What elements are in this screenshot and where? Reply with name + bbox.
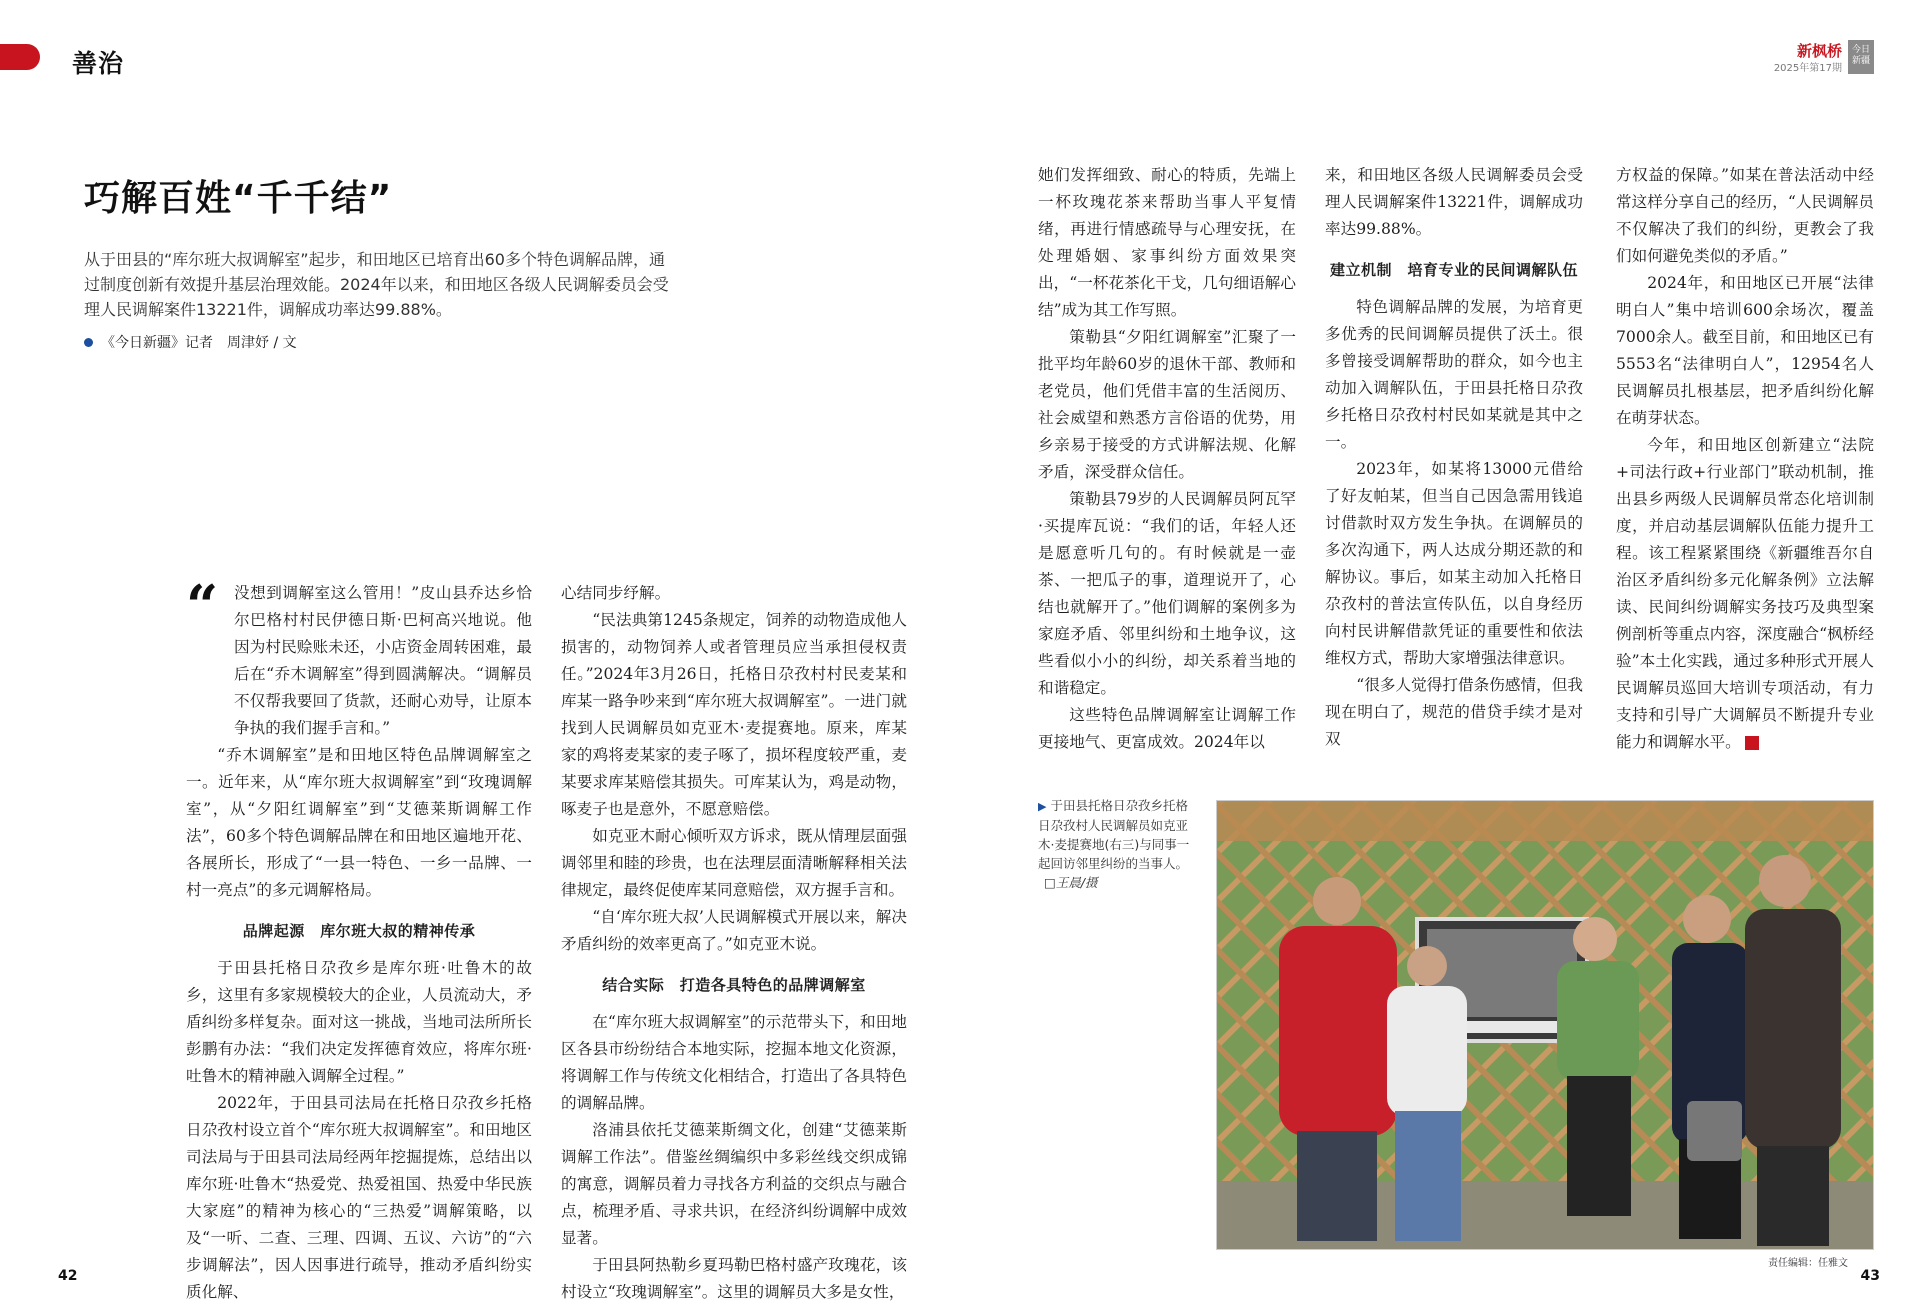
photo-caption [1038, 796, 1198, 892]
open-quote-icon: “ [186, 573, 219, 639]
article-photo [1216, 800, 1874, 1250]
paragraph: 如克亚木耐心倾听双方诉求，既从情理层面强调邻里和睦的珍贵，也在法理层面清晰解释相关法律规定，最终促使库某同意赔偿，双方握手言和。 [561, 827, 907, 899]
page-number-left: 42 [58, 1268, 78, 1284]
caption-text: 于田县托格日尕孜乡托格日尕孜村人民调解员如克亚木·麦提赛地(右三)与同事一起回访邻里纠纷的当事人。 [1038, 798, 1190, 871]
paragraph: 策勒县79岁的人民调解员阿瓦罕·买提库瓦说：“我们的话，年轻人还是愿意听几句的。有时候就是一壶茶、一把瓜子的事，道理说开了，心结也就解开了。”他们调解的案例多为家庭矛盾、邻里纠纷和土地争议，这些看似小小的纠纷，却关系着当地的和谐稳定。 [1038, 490, 1296, 697]
article-byline [84, 332, 297, 352]
paragraph: 于田县阿热勒乡夏玛勒巴格村盛产玫瑰花，该村设立“玫瑰调解室”。这里的调解员大多是女性， [561, 1256, 907, 1301]
paragraph: “乔木调解室”是和田地区特色品牌调解室之一。近年来，从“库尔班大叔调解室”到“玫瑰调解室”，从“夕阳红调解室”到“艾德莱斯调解工作法”，60多个特色调解品牌在和田地区遍地开花、各展所长，形成了“一县一特色、一乡一品牌、一村一亮点”的多元调解格局。 [186, 746, 532, 899]
paragraph: 特色调解品牌的发展，为培育更多优秀的民间调解员提供了沃土。很多曾接受调解帮助的群众，如今也主动加入调解队伍，于田县托格日尕孜乡托格日尕孜村村民如某就是其中之一。 [1325, 298, 1583, 451]
brand-issue: 2025年第17期 [1773, 63, 1842, 74]
brand-name: 新枫桥 [1796, 42, 1842, 60]
paragraph: 她们发挥细致、耐心的特质，先端上一杯玫瑰花茶来帮助当事人平复情绪，再进行情感疏导与心理安抚，在处理婚姻、家事纠纷方面效果突出，“一杯花茶化干戈，几句细语解心结”成为其工作写照。 [1038, 166, 1296, 319]
photo-credit: □王晨/摄 [1044, 875, 1098, 890]
photo-illustration [1217, 801, 1874, 1250]
paragraph-text: 今年，和田地区创新建立“法院+司法行政+行业部门”联动机制，推出县乡两级人民调解员常态化培训制度，并启动基层调解队伍能力提升工程。该工程紧紧围绕《新疆维吾尔自治区矛盾纠纷多元化解条例》立法解读、民间纠纷调解实务技巧及典型案例剖析等重点内容，深度融合“枫桥经验”本土化实践，通过多种形式开展人民调解员巡回大培训专项活动，有力支持和引导广大调解员不断提升专业能力和调解水平。 [1616, 436, 1874, 751]
paragraph: “很多人觉得打借条伤感情，但我现在明白了，规范的借贷手续才是对双 [1325, 676, 1583, 748]
page-number-right: 43 [1860, 1268, 1880, 1284]
paragraph: 洛浦县依托艾德莱斯绸文化，创建“艾德莱斯调解工作法”。借鉴丝绸编织中多彩丝线交织成锦的寓意，调解员着力寻找各方利益的交织点与融合点，梳理矛盾、寻求共识，在经济纠纷调解中成效显著。 [561, 1121, 907, 1247]
magazine-brand [1724, 40, 1874, 76]
subheading: 建立机制 培育专业的民间调解队伍 [1329, 261, 1578, 279]
paragraph: 方权益的保障。”如某在普法活动中经常这样分享自己的经历，“人民调解员不仅解决了我们的纠纷，更教会了我们如何避免类似的矛盾。” [1616, 166, 1874, 265]
paragraph: 2022年，于田县司法局在托格日尕孜乡托格日尕孜村设立首个“库尔班大叔调解室”。和田地区司法局与于田县司法局经两年挖掘提炼，总结出以库尔班·吐鲁木“热爱党、热爱祖国、热爱中华民族大家庭”的精神为核心的“三热爱”调解策略，以及“一听、二查、三理、四调、五议、六访”的“六步调解法”，因人因事进行疏导，推动矛盾纠纷实质化解、 [186, 1094, 532, 1301]
section-tab-marker [0, 44, 40, 70]
subheading: 品牌起源 库尔班大叔的精神传承 [242, 922, 476, 940]
paragraph: 在“库尔班大叔调解室”的示范带头下，和田地区各县市纷纷结合本地实际，挖掘本地文化资源，将调解工作与传统文化相结合，打造出了各具特色的调解品牌。 [561, 1013, 907, 1112]
paragraph: 来，和田地区各级人民调解委员会受理人民调解案件13221件，调解成功率达99.88%。 [1325, 166, 1583, 238]
text-column-4 [1325, 162, 1583, 753]
article-lead: 从于田县的“库尔班大叔调解室”起步，和田地区已培育出60多个特色调解品牌，通过制度创新有效提升基层治理效能。2024年以来，和田地区各级人民调解委员会受理人民调解案件13221件，调解成功率达99.88%。 [84, 250, 669, 319]
paragraph: 心结同步纾解。 [561, 584, 671, 602]
paragraph: 没想到调解室这么管用！”皮山县乔达乡恰尔巴格村村民伊德日斯·巴柯高兴地说。他因为村民赊账未还，小店资金周转困难，最后在“乔木调解室”得到圆满解决。“调解员不仅帮我要回了货款，还耐心劝导，让原本争执的我们握手言和。” [234, 584, 532, 737]
paragraph: 2023年，如某将13000元借给了好友帕某，但当自己因急需用钱追讨借款时双方发生争执。在调解员的多次沟通下，两人达成分期还款的和解协议。事后，如某主动加入托格日尕孜村的普法宣传队伍，以自身经历向村民讲解借款凭证的重要性和依法维权方式，帮助大家增强法律意识。 [1325, 460, 1583, 667]
caption-triangle-icon: ▶ [1038, 800, 1047, 813]
brand-logo: 今日新疆 [1848, 40, 1874, 74]
text-column-5 [1616, 162, 1874, 756]
text-column-2 [561, 580, 907, 1306]
paragraph: “民法典第1245条规定，饲养的动物造成他人损害的，动物饲养人或者管理员应当承担侵权责任。”2024年3月26日，托格日尕孜村村民麦某和库某一路争吵来到“库尔班大叔调解室”。一进门就找到人民调解员如克亚木·麦提赛地。原来，库某家的鸡将麦某家的麦子啄了，损坏程度较严重，麦某要求库某赔偿其损失。可库某认为，鸡是动物，啄麦子也是意外，不愿意赔偿。 [561, 611, 907, 818]
paragraph: “自‘库尔班大叔’人民调解模式开展以来，解决矛盾纠纷的效率更高了。”如克亚木说。 [561, 908, 907, 953]
byline-bullet-icon [84, 338, 93, 347]
byline-text: 《今日新疆》记者 周津妤 / 文 [101, 335, 297, 351]
paragraph: 策勒县“夕阳红调解室”汇聚了一批平均年龄60岁的退休干部、教师和老党员，他们凭借丰富的生活阅历、社会威望和熟悉方言俗语的优势，用乡亲易于接受的方式讲解法规、化解矛盾，深受群众信任。 [1038, 328, 1296, 481]
paragraph: 于田县托格日尕孜乡是库尔班·吐鲁木的故乡，这里有多家规模较大的企业，人员流动大，矛盾纠纷多样复杂。面对这一挑战，当地司法所所长彭鹏有办法：“我们决定发挥德育效应，将库尔班·吐鲁木的精神融入调解全过程。” [186, 959, 532, 1085]
text-column-3 [1038, 162, 1296, 756]
editor-credit: 责任编辑：任雅文 [1768, 1258, 1848, 1269]
paragraph: 这些特色品牌调解室让调解工作更接地气、更富成效。2024年以 [1038, 706, 1296, 751]
paragraph [1616, 432, 1874, 756]
section-title: 善治 [72, 49, 125, 78]
text-column-1 [186, 573, 532, 1306]
paragraph: 2024年，和田地区已开展“法律明白人”集中培训600余场次，覆盖7000余人。截至目前，和田地区已有5553名“法律明白人”，12954名人民调解员扎根基层，把矛盾纠纷化解在萌芽状态。 [1616, 274, 1874, 427]
article-headline: 巧解百姓“千千结” [84, 178, 393, 219]
article-end-mark-icon [1745, 736, 1759, 750]
subheading: 结合实际 打造各具特色的品牌调解室 [602, 976, 866, 994]
